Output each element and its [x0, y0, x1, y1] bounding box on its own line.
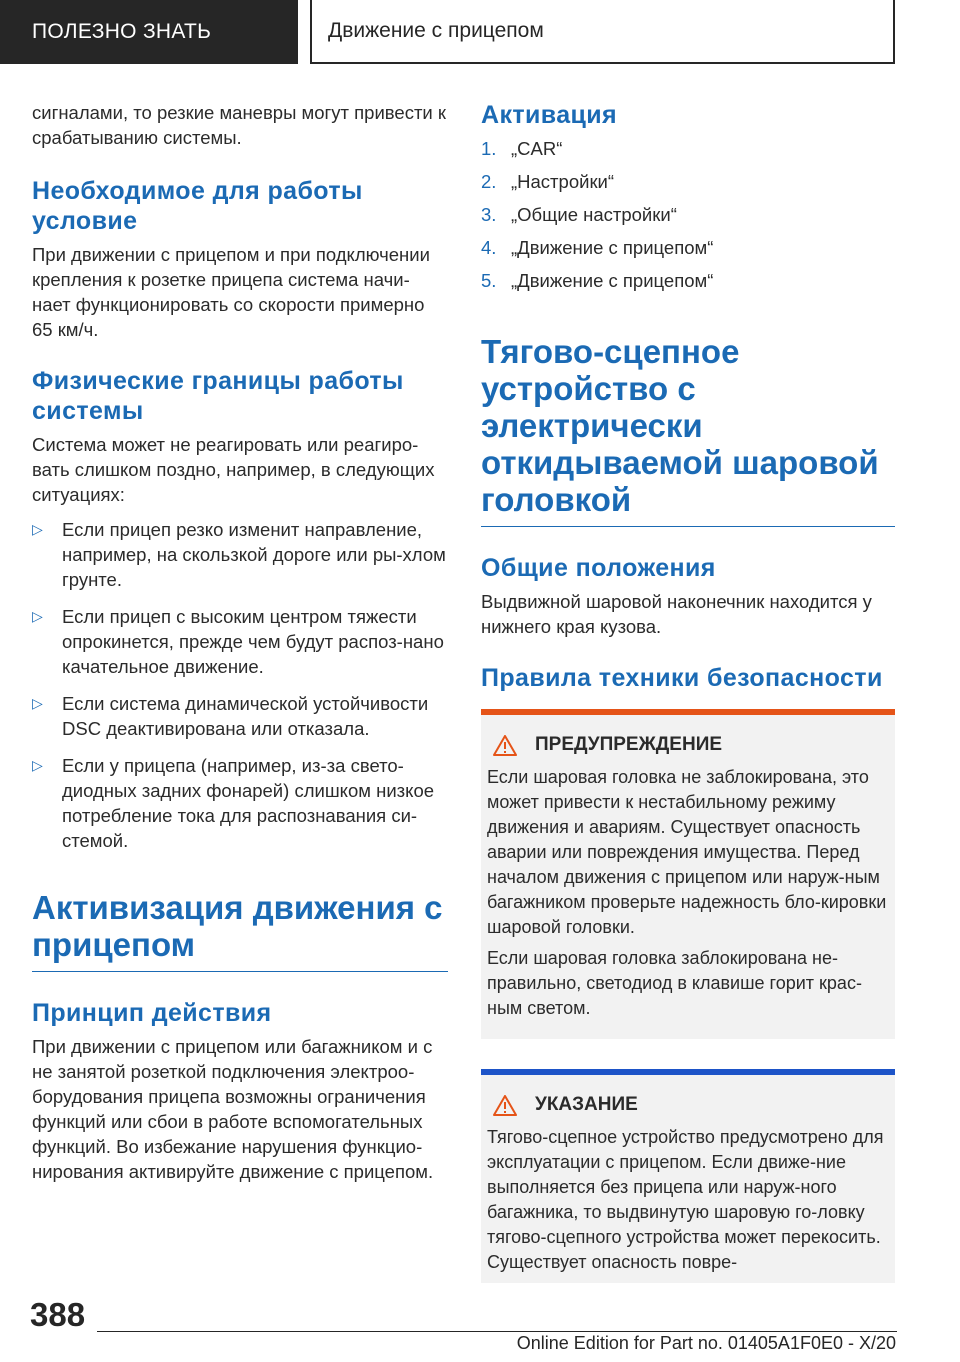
step-text: „Настройки“ [511, 171, 615, 192]
note-box [481, 1069, 895, 1283]
activation-title: Активация [481, 101, 618, 129]
bullet-list [32, 517, 448, 853]
list-item [481, 198, 895, 231]
bullet-text: Если прицеп с высоким центром тяжести опрокинется, прежде чем будут распоз-нано качательное движение. [62, 606, 444, 677]
footer-divider [97, 1331, 897, 1332]
list-item [32, 517, 448, 592]
list-item [481, 132, 895, 165]
step-number: 5. [481, 270, 497, 291]
triangle-bullet-icon: ▷ [32, 757, 43, 773]
activation-heading: Активизация движения с прицепом [32, 889, 448, 972]
list-item [481, 264, 895, 297]
warning-title [487, 733, 887, 757]
left-column [32, 100, 448, 1184]
list-item [32, 604, 448, 679]
step-number: 3. [481, 204, 497, 225]
header-section-tab: ПОЛЕЗНО ЗНАТЬ [0, 0, 298, 64]
general-text: Выдвижной шаровой наконечник находится у нижнего края кузова. [481, 591, 872, 637]
step-text: „Движение с прицепом“ [511, 237, 714, 258]
footer-edition: Online Edition for Part no. 01405A1F0E0 - X/20 [516, 1333, 896, 1353]
step-text: „CAR“ [511, 138, 563, 159]
warning-text: Если шаровая головка не заблокирована, это может привести к нестабильному режиму движения и авариям. Существует опасность аварии или повреждения имущества. Перед началом движения с прицепом или наруж-ным багажником проверьте надежность бло-кировки шаровой головки. [487, 767, 887, 937]
step-text: „Движение с прицепом“ [511, 270, 714, 291]
list-item [32, 753, 448, 853]
triangle-bullet-icon: ▷ [32, 608, 43, 624]
step-number: 2. [481, 171, 497, 192]
towbar-heading: Тягово-сцепное устройство с электрически откидываемой шаровой головкой [481, 333, 895, 527]
intro-text: сигналами, то резкие маневры могут привести к срабатыванию системы. [32, 102, 446, 148]
list-item [32, 691, 448, 741]
bullet-text: Если у прицепа (например, из-за свето-диодных задних фонарей) слишком низкое потребление тока для распознавания си-стемой. [62, 755, 435, 851]
step-number: 4. [481, 237, 497, 258]
warning-triangle-icon [493, 735, 517, 756]
page-number: 388 [30, 1296, 86, 1333]
bullet-text: Если прицеп резко изменит направление, например, на скользкой дороге или ры-хлом грунте. [62, 519, 446, 590]
list-item [481, 165, 895, 198]
step-text: „Общие настройки“ [511, 204, 677, 225]
steps-list [481, 132, 895, 297]
list-item [481, 231, 895, 264]
triangle-bullet-icon: ▷ [32, 521, 43, 537]
general-title: Общие положения [481, 554, 716, 582]
note-text: Тягово-сцепное устройство предусмотрено для эксплуатации с прицепом. Если движе-ние выполняется без прицепа или наруж-ного багажника, то выдвинутую шаровую го-ловку тягово-сцепного устройства может перекосить. Существует опасность повре- [487, 1127, 884, 1272]
conditions-text: При движении с прицепом и при подключении крепления к розетке прицепа система начи-нает функционировать со скорости примерно 65 км/ч. [32, 244, 430, 340]
principle-text: При движении с прицепом или багажником и с не занятой розеткой подключения электроо-борудования прицепа возможны ограничения функций или сбои в работе вспомогательных функций. Во избежание нарушения функцио-нирования активируйте движение с прицепом. [32, 1036, 434, 1182]
bullet-text: Если система динамической устойчивости DSC деактивирована или отказала. [62, 693, 429, 739]
note-label: УКАЗАНИЕ [535, 1094, 638, 1115]
note-triangle-icon [493, 1095, 517, 1116]
limits-title: Физические границы работы системы [32, 367, 404, 425]
note-title [487, 1093, 887, 1117]
warning-box [481, 709, 895, 1039]
limits-text: Система может не реагировать или реагиро-вать слишком поздно, например, в следующих ситуациях: [32, 434, 435, 505]
warning-text-2: Если шаровая головка заблокирована не-правильно, светодиод в клавише горит крас-ным светом. [487, 948, 862, 1018]
safety-title: Правила техники безопасности [481, 664, 883, 692]
step-number: 1. [481, 138, 497, 159]
warning-label: ПРЕДУПРЕЖДЕНИЕ [535, 734, 723, 755]
triangle-bullet-icon: ▷ [32, 695, 43, 711]
principle-title: Принцип действия [32, 999, 272, 1027]
header-chapter-title: Движение с прицепом [310, 0, 895, 64]
right-column [481, 100, 895, 1283]
conditions-title: Необходимое для работы условие [32, 177, 363, 235]
